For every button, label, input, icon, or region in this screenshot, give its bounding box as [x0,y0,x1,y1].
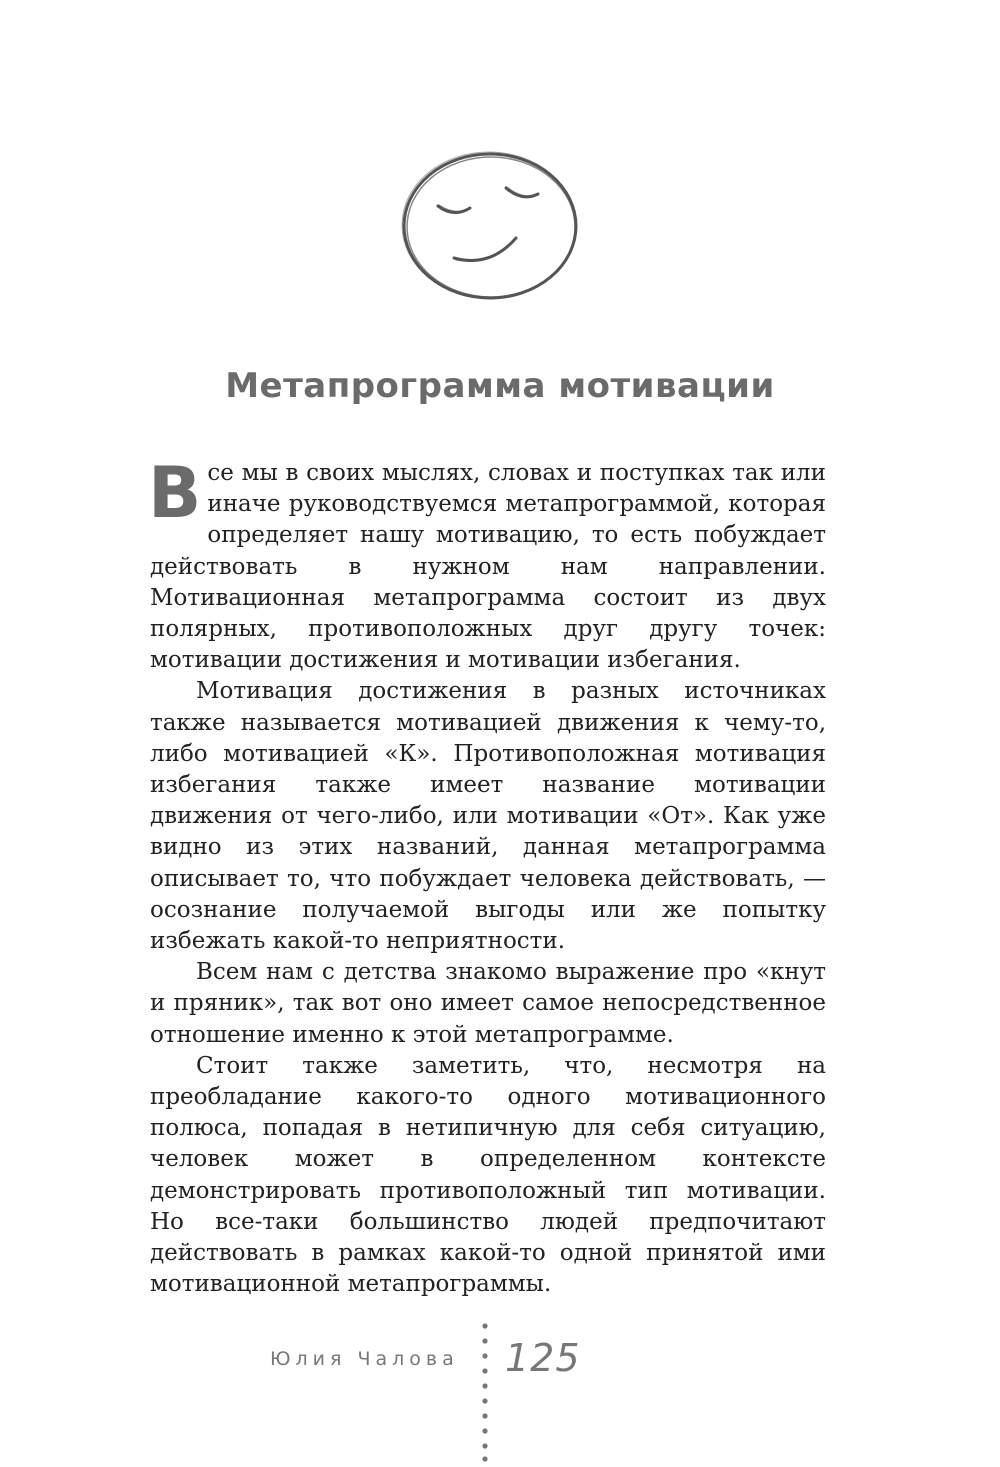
paragraph-1-text: се мы в своих мыслях, словах и поступках так или иначе руководствуемся метапрограммой, которая определяет нашу мотивацию, то есть побуждает действовать в нужном нам направлении. Мотивационная метапрограмма состоит из двух полярных, противоположных друг другу точек: мотивации достижения и мотивации избегания. [150,460,826,674]
chapter-title: Метапрограмма мотивации [225,366,775,406]
drop-cap: В [148,452,202,534]
paragraph-2: Мотивация достижения в разных источниках также называется мотивацией движения к чему-то, либо мотивацией «К». Противоположная мотивация избегания также имеет название мотивации движения от чего-либо, или мотивации «От». Как уже видно из этих названий, данная метапрограмма описывает то, что побуждает человека действовать, — осознание получаемой выгоды или же попытку избежать какой-то неприятности. [150,678,826,955]
footer-author: Юлия Чалова [270,1348,459,1370]
smiling-face-icon [398,148,582,304]
paragraph-4: Стоит также заметить, что, несмотря на преобладание какого-то одного мотивационного полюса, попадая в нетипичную для себя ситуацию, человек может в определенном контексте демонстрировать противоположный тип мотивации. Но все-таки большинство людей предпочитают действовать в рамках какой-то одной принятой ими мотивационной метапрограммы. [150,1052,826,1298]
paragraph-3: Всем нам с детства знакомо выражение про «кнут и пряник», так вот оно имеет самое непосредственное отношение именно к этой метапрограмме. [150,959,826,1048]
page-number: 125 [505,1336,581,1380]
paragraph-1 [148,452,826,676]
dotted-divider [481,1322,489,1462]
article-body [148,452,826,1300]
